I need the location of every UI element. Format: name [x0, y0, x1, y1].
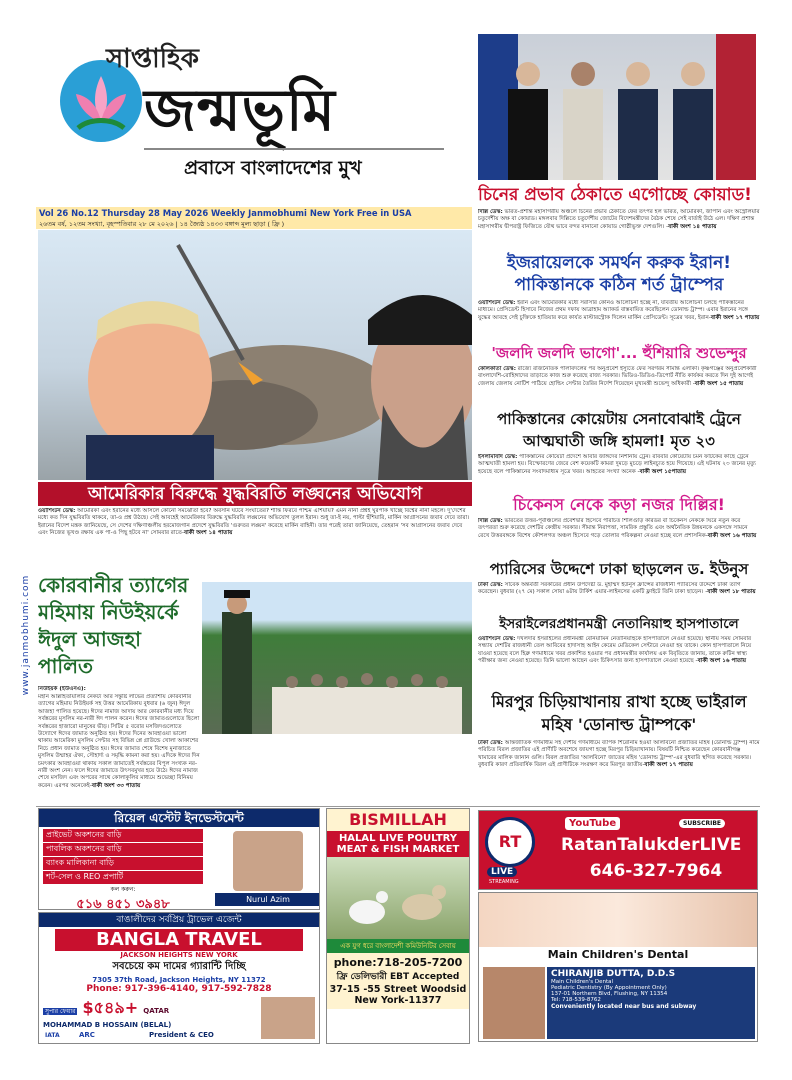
ad-travel-fare-label: সুপার ফেয়ার	[45, 1008, 76, 1015]
ad-real-estate-line: পাবলিক অকশনের বাড়ি	[43, 843, 203, 856]
ad-travel-banner: বাঙালীদের সর্বপ্রিয় ট্রাভেল এজেন্ট	[39, 913, 319, 927]
story-quad-body: দিল্লি ডেস্ক: ভারত-প্রশান্ত মহাসাগরীয় অঞ্চলে চিনের প্রভাব ঠেকাতে ফের তৎপর হল ভারত, আমেরিকা, জাপান এবং অস্ট্রেলিয়ার চতুর্দেশীয় অক্ষ বা কোয়াড। মঙ্গলবার দিল্লিতে চতুর্দেশীয় জোটের বিদেশমন্ত্রীদের বৈঠক শেষে সেই বার্তাই উঠে এল। দক্ষিণ প্রশান্ত মহাসাগরীয় দ্বীপরাষ্ট্র ফিজিতে যৌথ ভাবে বন্দর বানানো কোয়াড গোষ্ঠীভুক্ত দেশগুলি। -বাকী অংশ ১৪ পাতায়	[478, 209, 760, 230]
ad-dental-address: 137-01 Northern Blvd, Flushing, NY 11354	[551, 991, 668, 997]
quad-photo	[478, 34, 756, 180]
story-chickens-neck-more[interactable]: বাকী অংশ ১৬ পাতায়	[707, 532, 757, 539]
story-iran-body: ওয়াশিংটন ডেস্ক: ইরান এবং আমেরিকার মধ্যে সরাসরি কোনও আলোচনা হচ্ছে না, যাবতীয় আলোচনা চলছে পাকিস্তানের মাধ্যমে। প্রেসিডেন্ট হিসাবে নিজের প্রথম দফায় আব্রাহাম অ্যাকর্ড বাস্তবায়িত করেছিলেন ডোনাল্ড ট্রাম্প। এবার ইরানের সঙ্গে যুদ্ধের আবহে সেই চুক্তিকে হাতিয়ার করে কার্যত মাস্টারস্ট্রোক দিলেন মার্কিন প্রেসিডেন্ট। সূত্রের খবর, ইরান-বাকী অংশ ১৭ পাতায়	[478, 300, 760, 321]
ad-bismillah-addr1: 37-15 -55 Street Woodsid	[329, 984, 467, 995]
ad-bismillah-title: BISMILLAH	[327, 809, 469, 831]
ad-travel-address: 7305 37th Road, Jackson Heights, NY 11372	[92, 976, 266, 984]
ad-real-estate-call: কল করুন:	[110, 886, 136, 893]
ad-real-estate-title: রিয়েল এস্টেট ইনভেস্টমেন্ট	[39, 809, 319, 827]
ad-bismillah[interactable]	[326, 808, 470, 1044]
eid-more-link[interactable]: বাকী অংশ ৩৩ পাতায়	[91, 782, 141, 789]
missile-smoke-illustration	[38, 230, 472, 480]
ads-separator	[36, 806, 760, 807]
masthead-title: জন্মভূমি	[144, 76, 336, 144]
ad-dental-avatar	[483, 967, 545, 1039]
story-chickens-neck-headline: চিকেনস নেকে কড়া নজর দিল্লির!	[513, 495, 725, 514]
ad-dental-tel[interactable]: Tel: 718-539-8762	[551, 997, 601, 1003]
eid-dateline: নিউইয়র্ক (ইউএনএ):	[38, 686, 86, 692]
story-netanyahu-more[interactable]: বাকী অংশ ১৬ পাতায়	[697, 658, 747, 665]
ad-bangla-travel[interactable]	[38, 912, 320, 1044]
ad-real-estate-phone[interactable]: ৫১৬ ৪৫১ ৩৯৪৮	[76, 897, 170, 910]
ad-travel-name: BANGLA TRAVEL	[55, 929, 303, 951]
lead-photo	[38, 230, 472, 480]
masthead-tagline: প্রবাসে বাংলাদেশের মুখ	[184, 157, 362, 179]
ad-travel-owner: MOHAMMAD B HOSSAIN (BELAL)	[43, 1021, 172, 1029]
story-quad-headline: চিনের প্রভাব ঠেকাতে এগোচ্ছে কোয়াড!	[478, 185, 752, 205]
ad-real-estate-line: শর্ট-সেল ও REO প্রপার্টি	[43, 871, 203, 884]
ad-bismillah-addr2: New York-11377	[354, 995, 442, 1006]
eid-headline: কোরবানীর ত্যাগের মহিমায় নিউইয়র্কে ঈদুল আজহা পালিত	[38, 573, 189, 678]
ad-real-estate-person: Nurul Azim	[215, 893, 320, 906]
ad-dental-doctor: CHIRANJIB DUTTA, D.D.S	[551, 969, 676, 979]
story-buffalo-headline: মিরপুর চিড়িয়াখানায় রাখা হচ্ছে ভাইরাল মহিষ 'ডোনাল্ড ট্রাম্পকে'	[491, 692, 747, 734]
ad-travel-fare: $৫৪৯+	[82, 998, 139, 1017]
ad-travel-iata: IATA	[45, 1032, 60, 1039]
edition-bengali: ২৬তম বর্ষ, ১২তম সংখ্যা, বৃহস্পতিবার ২৮ মে ২০২৬ | ১৪ জ্যৈষ্ঠ ১৪৩৩ বঙ্গাব্দ মূল্য ছাড়া ( ফ্রি )	[39, 220, 285, 228]
story-yunus-more[interactable]: বাকী অংশ ১৮ পাতায়	[707, 589, 756, 596]
ad-real-estate-line: ব্যাংক মালিকানা বাড়ি	[43, 857, 203, 870]
website-vertical[interactable]: www.janmobhumi.com	[21, 574, 31, 696]
story-quetta-more[interactable]: বাকী অংশ ১৫পাতায়	[639, 468, 687, 475]
ad-dental-photo	[479, 893, 757, 947]
story-quad-more[interactable]: বাকী অংশ ১৪ পাতায়	[668, 223, 717, 230]
lead-more-link[interactable]: বাকী অংশ ১৪ পাতায়	[183, 530, 233, 537]
story-suvendu-more[interactable]: বাকী অংশ ১৫ পাতায়	[694, 380, 744, 387]
ad-travel-promo: সবচেয়ে কম দামের গ্যারান্টি দিচ্ছি	[112, 961, 246, 972]
lead-body: ওয়াশিংটন ডেস্ক: আমেরিকা এবং ইরানের মধ্যে আসলে কোনো সমঝোতা হবে? অবসান ঘটবে সংঘাতের? শান্তি ফিরবে পশ্চিম এশিয়ায়? এমন নানা প্রশ্নই ঘুরপাক খাচ্ছে বিশ্বের নানা মহলে। দু'দেশের মধ্যে কত দিন যুদ্ধবিরতি থাকবে, তা-ও প্রশ্ন উঠছে। সেই আবহেই আমেরিকার বিরুদ্ধে যুদ্ধবিরতি লঙ্ঘনের অভিযোগ তুলল ইরান। শুধু তা-ই নয়, পাল্টা হুঁশিয়ারি, মার্কিন আগ্রাসনের জবাব দেবে তারা। ইরানের বিদেশ মন্ত্রক জানিয়েছে, সে দেশের দক্ষিণাঞ্চলীয় হরমোজগান প্রদেশে যুদ্ধবিরতি 'গুরুতর লঙ্ঘন' করেছে মার্কিন বাহিনী। তার পরেই তারা জানিয়েছে, তেহরান 'সব আগ্রাসনের জবাব দেবে এবং নিজের ভূখণ্ড রক্ষায় এক পা-ও পিছু হটবে না' সোমবার রাতে-বাকী অংশ ১৪ পাতায়	[38, 508, 470, 537]
ad-travel-phone[interactable]: Phone: 917-396-4140, 917-592-7828	[86, 984, 272, 994]
ad-real-estate[interactable]	[38, 808, 320, 910]
story-buffalo-more[interactable]: বাকী অংশ ১৭ পাতায়	[644, 762, 693, 769]
ad-real-estate-avatar	[233, 831, 303, 891]
ad-bismillah-line2: MEAT & FISH MARKET	[336, 844, 460, 855]
story-yunus-headline: প্যারিসের উদ্দেশে ঢাকা ছাড়লেন ড. ইউনুস	[489, 560, 749, 578]
story-yunus-body: ঢাকা ডেস্ক: সাবেক অন্তর্বর্তী সরকারের প্রধান উপদেষ্টা ড. মুহাম্মদ ইউনূস ফ্রান্সের রাজধানী প্যারিসের উদ্দেশে ঢাকা ত্যাগ করেছেন। বুধবার (২৭ মে) সকাল সোয়া ৬টায় টার্কিশ এয়ার-লাইনসের একটি ফ্লাইটে তিনি ঢাকা ছাড়েন। -বাকী অংশ ১৮ পাতায়	[478, 582, 756, 596]
ad-dental-note: Conveniently located near bus and subway	[551, 1003, 697, 1010]
ad-real-estate-line: প্রাইভেট অকশনের বাড়ি	[43, 829, 203, 842]
lead-headline: আমেরিকার বিরুদ্ধে যুদ্ধবিরতি লঙ্ঘনের অভিযোগ	[38, 482, 472, 506]
ad-ratan-badge: RT	[485, 817, 535, 867]
ad-dental-line1: Main Children's Dental	[551, 979, 614, 985]
ad-ratan-phone[interactable]: 646-327-7964	[589, 861, 723, 881]
masthead-weekly: সাপ্তাহিক	[106, 44, 199, 74]
story-suvendu-headline: 'জলদি জলদি ভাগো'... হুঁশিয়ারি শুভেন্দুর	[491, 344, 747, 362]
edition-bar	[36, 207, 472, 229]
ad-travel-role: President & CEO	[149, 1031, 214, 1039]
masthead	[36, 28, 474, 208]
story-iran-more[interactable]: বাকী অংশ ১৭ পাতায়	[710, 314, 760, 321]
edition-english: Vol 26 No.12 Thursday 28 May 2026 Weekly Janmobhumi New York Free in USA	[39, 208, 412, 218]
ad-bismillah-phone[interactable]: phone:718-205-7200	[333, 956, 463, 969]
ad-bismillah-delivery: ফ্রি ডেলিভারী EBT Accepted	[336, 972, 460, 982]
ad-ratan-name: RatanTalukderLIVE	[561, 835, 742, 855]
ad-bismillah-bn: এক যুগ ধরে বাংলাদেশী কমিউনিটির সেবায়	[327, 939, 469, 953]
ad-travel-arc: ARC	[79, 1031, 95, 1039]
story-chickens-neck-body: দিল্লি ডেস্ক: ভারতের উত্তর-পূর্বাঞ্চলের প্রবেশদ্বার হিসেবে পরিচিত শিলিগুড়ি করিডর বা চিকেনস নেককে ঘিরে নতুন করে তৎপরতা শুরু করেছে দেশটির কেন্দ্রীয় সরকার। সীমান্ত নিরাপত্তা, সামরিক প্রস্তুতি এবং অর্থনৈতিক উন্নয়নকে একসঙ্গে সামনে রেখে উত্তরবঙ্গকে বিশেষ কৌশলগত অঞ্চল হিসেবে গড়ে তোলার পরিকল্পনা নেওয়া হচ্ছে বলে প্রশাসনিক-বাকী অংশ ১৬ পাতায়	[478, 518, 757, 539]
subscribe-button[interactable]: SUBSCRIBE	[679, 819, 725, 828]
ad-bismillah-photo	[327, 857, 469, 939]
story-quetta-headline: পাকিস্তানের কোয়েটায় সেনাবোঝাই ট্রেনে আত্মঘাতী জঙ্গি হামলা! মৃত ২৩	[497, 410, 741, 450]
story-quetta-body: ইসলামাবাদ ডেস্ক: পাকিস্তানের কোয়েটা প্রদেশে আবার জঙ্গিদের নিশানায় ট্রেন। রবিবার কোয়েটায় চমন ফাটকের কাছে ট্রেনে আত্মঘাতী হামলা হয়। বিস্ফোরণের জেরে বেশ কয়েকটি কামরা দুমড়ে মুচড়ে লাইনচ্যুত হয়ে গিয়েছে। এই ঘটনায় ২৩ জনের মৃত্যু হয়েছে বলে পাকিস্তানের সংবাদমাধ্যম সূত্রে খবর। আহতের সংখ্যা অনেক -বাকী অংশ ১৫পাতায়	[478, 454, 756, 475]
ad-dental-line2: Pediatric Dentistry (By Appointment Only)	[551, 985, 667, 991]
ad-ratan-talukder[interactable]	[478, 810, 758, 890]
ad-travel-avatar	[261, 997, 315, 1039]
ad-travel-airline: QATAR	[143, 1007, 170, 1015]
ad-ratan-streaming: STREAMING	[489, 879, 519, 885]
ad-travel-sub: JACKSON HEIGHTS NEW YORK	[120, 951, 238, 959]
story-buffalo-body: ঢাকা ডেস্ক: আন্তর্জাতিক গণমাধ্যম সহ দেশীয় গণমাধ্যমে ব্যাপক শিরোনাম হওয়া আলবিনো প্রজাতির মহিষ (ডোনাল্ড ট্রাম্প) নামে পরিচিত বিরল প্রজাতির এই প্রাণীটি অবশেষে জায়গা হচ্ছে মিরপুর চিড়িয়াখানায়। বিষয়টি নিশ্চিত করেছেন কোরবানীগঞ্জ খামারের মালিক জানান গুলি। বিরল প্রজাতির 'আলবিনো' জাতের মহিষ 'ডোনাল্ড ট্রাম্প'-এর বুধবারি স্থগিত করেছে সরকার। বুধবারি কারণ প্রতিবার্ষিক বিরল এই প্রাণীটিকে সংরক্ষণ করে মিরপুর জাতীয়-বাকী অংশ ১৭ পাতায়	[478, 740, 760, 769]
story-netanyahu-body: ওয়াশিংটন ডেস্ক: দখলদার ইসরাইলের প্রধানমন্ত্রী বেনিয়ামিন নেতানিয়াহুকে হাসপাতালে নেওয়া হয়েছে। স্থানীয় সময় সোমবার সন্ধ্যায় দেশটির রাজধানী তেল আবিবের হাদাসাহ আইন কেরেম মেডিকেল সেন্টারে নেওয়া হয় তাকে। কোন হাসপাতালে নিয়ে যাওয়া হয়েছে বলে হিব্রু গণমাধ্যমে খবর প্রকাশিত হওয়ার পর প্রধানমন্ত্রীর কার্যালয় এক বিবৃতিতে জানায়, তাকে রুটিন স্বাস্থ্য পরীক্ষার জন্য নেওয়া হয়েছে। তিনি ভালো আছেন এবং চিকিৎসার জন্য হাসপাতালে নেওয়া হয়েছে -বাকী অংশ ১৬ পাতায়	[478, 636, 752, 665]
youtube-icon: YouTube	[565, 817, 620, 830]
ad-dental-title: Main Children's Dental	[547, 948, 689, 961]
story-suvendu-body: কোলকাতা ডেস্ক: রাজ্যে রাজনৈতিক পালাবদলের পর অনুপ্রবেশ ইস্যুতে ফের সরগরম সীমান্ত এলাকা। কৃষ্ণগঞ্জের অনুপ্রবেশকারী বাংলাদেশি-রোহিঙ্গাদের তাড়াতে কাজ শুরু করেছে রাজ্য সরকার। ভিডিও-ডিডিও-ডিপোর্ট নীতি কার্যকর করতে দিন দুই আগেই জেলায় জেলায় নোটিশ পাঠিয়ে হোল্ডিং সেন্টার তৈরির নির্দেশ দিয়েছেন মুখ্যমন্ত্রী শুভেন্দু অধিকারী -বাকী অংশ ১৫ পাতায়	[478, 366, 757, 387]
story-iran-headline: ইজরায়েলকে সমর্থন করুক ইরান! পাকিস্তানকে কঠিন শর্ত ট্রাম্পের	[506, 253, 731, 295]
ad-dental[interactable]	[478, 892, 758, 1042]
eid-body: মহান আল্লাহতায়ালার নৈকট্য আর সন্তুষ্টি লাভের প্রত্যাশায় কোরবানীর ত্যাগের মহিমায় নিউইয়র্ক সহ উত্তর আমেরিকায় বুধবার (৬ জুন) ঈদুল আজহা পালিত হয়েছে। ঈদের নামাজ আদায় আর কোরবানীর মধ্য দিয়ে সর্বস্তরের মুসলিম নর-নারী ঈদ পালন করেন। ঈদের জামাতগুলোতে ছিলো সর্বস্তরের হাজারো মানুষের ভীড়। সিটির ৫ বরোর মসজিদগুলোতে উদ্যোগে ঈদের জামাত অনুষ্ঠিত হয়। ঈদের দিনের আবহাওয়া ভালো থাকায় আমেরিকা মুসলিম সেন্টার সহ বিভিন্ন প্লে গ্রাউন্ডে খোলা আকাশের নিচে প্রধান জামাত অনুষ্ঠিত হয়। ঈদের জামাত শেষে বিশেষ মুনাজাতে মুসলিম উম্মাহর ঐক্য, সৌহার্দ্য ও সমৃদ্ধি কামনা করা হয়। এদিকে ঈদের দিন চমৎকার আবহাওয়া থাকায় সকাল জামাতেই সর্বস্তরের বিপুল সংখ্যক নর-নারী অংশ নেন। ফলে ঈদের জামাতে উৎসবমুখর হয়ে উঠে। ঈদের নামাজ শেষে মসজিদ এবং অপরের সাথে কোলাকুলির মাধ্যমে শুভেচ্ছা বিনিময় করেন। এরপর অনেকেই-বাকী অংশ ৩৩ পাতায়	[38, 694, 200, 789]
story-netanyahu-headline: ইসরাইলেরপ্রধানমন্ত্রী নেতানিয়াহু হাসপাতালে	[499, 616, 739, 632]
masthead-rule	[144, 148, 444, 150]
ad-bismillah-line1: HALAL LIVE POULTRY	[338, 833, 458, 844]
ad-ratan-live: LIVE	[487, 867, 517, 877]
lead-dateline: ওয়াশিংটন ডেস্ক:	[38, 508, 76, 514]
